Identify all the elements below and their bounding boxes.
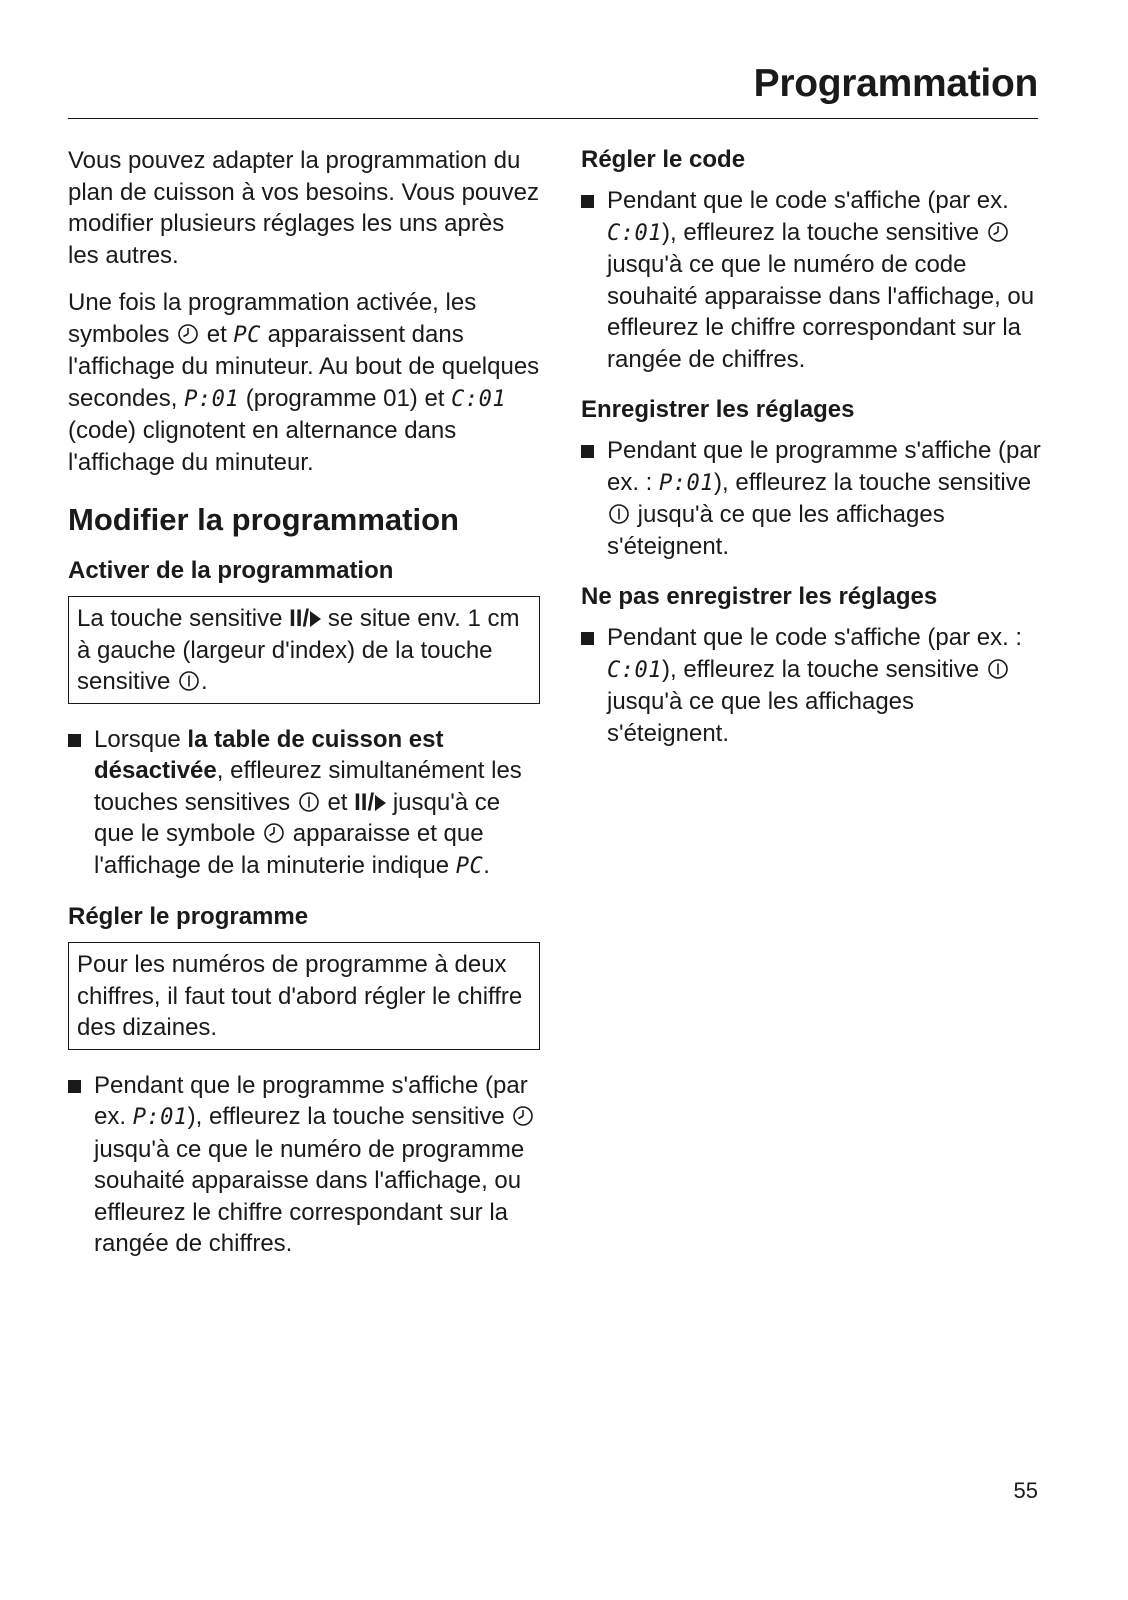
step-ne-pas-enregistrer: Pendant que le code s'affiche (par ex. : C:01), effleurez la touche sensitive jusqu'à ce que les affichages s'éteignent. [581,622,1041,749]
power-icon [608,503,630,525]
left-column [68,145,540,1280]
clock-icon [987,221,1009,243]
clock-icon [512,1105,534,1127]
display-pc: PC [233,322,261,348]
play-icon [375,795,386,811]
page-number: 55 [1013,1478,1038,1503]
bullet-square [581,632,594,645]
intro-paragraph: Vous pouvez adapter la programmation du plan de cuisson à vos besoins. Vous pouvez modifier plusieurs réglages les uns après les autres. [68,147,539,269]
right-column [581,145,1041,769]
power-icon [178,670,200,692]
bullet-square [581,195,594,208]
display-c01: C:01 [607,220,662,246]
display-c01: C:01 [451,386,507,412]
activation-paragraph: Une fois la programmation activée, les symboles et PC apparaissent dans l'affichage du minuteur. Au bout de quelques secondes, P:01 (programme 01) et C:01 (code) clignotent en alternance dans l'affichage du minuteur. [68,289,540,476]
power-icon [987,658,1009,680]
display-p01: P:01 [184,386,240,412]
heading-regler-programme: Régler le programme [68,903,309,930]
display-c01: C:01 [607,657,662,683]
bullet-square [68,734,81,747]
header-rule [68,118,1038,119]
play-icon [310,611,321,627]
note-box-activer: La touche sensitive II/ se situe env. 1 cm à gauche (largeur d'index) de la touche sensitive . [68,596,540,704]
clock-icon [177,323,199,345]
bullet-square [581,445,594,458]
heading-ne-pas-enregistrer: Ne pas enregistrer les réglages [581,583,938,610]
pause-play-key: II/ [289,605,321,632]
heading-activer: Activer de la programmation [68,557,394,584]
power-icon [298,791,320,813]
step-regler-programme: Pendant que le programme s'affiche (par ex. P:01), effleurez la touche sensitive jusqu'à ce que le numéro de programme souhaité apparaisse dans l'affichage, ou effleurez le chiffre correspondant sur la rangée de chiffres. [68,1070,540,1260]
note-box-programme: Pour les numéros de programme à deux chiffres, il faut tout d'abord régler le chiffre des dizaines. [68,942,540,1050]
step-regler-code: Pendant que le code s'affiche (par ex. C:01), effleurez la touche sensitive jusqu'à ce que le numéro de code souhaité apparaisse dans l'affichage, ou effleurez le chiffre correspondant sur la rangée de chiffres. [581,185,1041,375]
section-title: Modifier la programmation [68,502,459,537]
bullet-square [68,1080,81,1093]
display-pc: PC [455,853,484,879]
step-enregistrer: Pendant que le programme s'affiche (par ex. : P:01), effleurez la touche sensitive jusqu'à ce que les affichages s'éteignent. [581,435,1041,562]
heading-regler-code: Régler le code [581,146,746,173]
clock-icon [263,822,285,844]
page-title: Programmation [753,62,1038,105]
step-activer: Lorsque la table de cuisson est désactivée, effleurez simultanément les touches sensitives et II/ jusqu'à ce que le symbole apparaisse et que l'affichage de la minuterie indique PC. [68,724,540,883]
display-p01: P:01 [132,1105,188,1130]
pause-play-key: II/ [354,789,386,816]
display-p01: P:01 [659,470,715,496]
heading-enregistrer: Enregistrer les réglages [581,396,855,423]
